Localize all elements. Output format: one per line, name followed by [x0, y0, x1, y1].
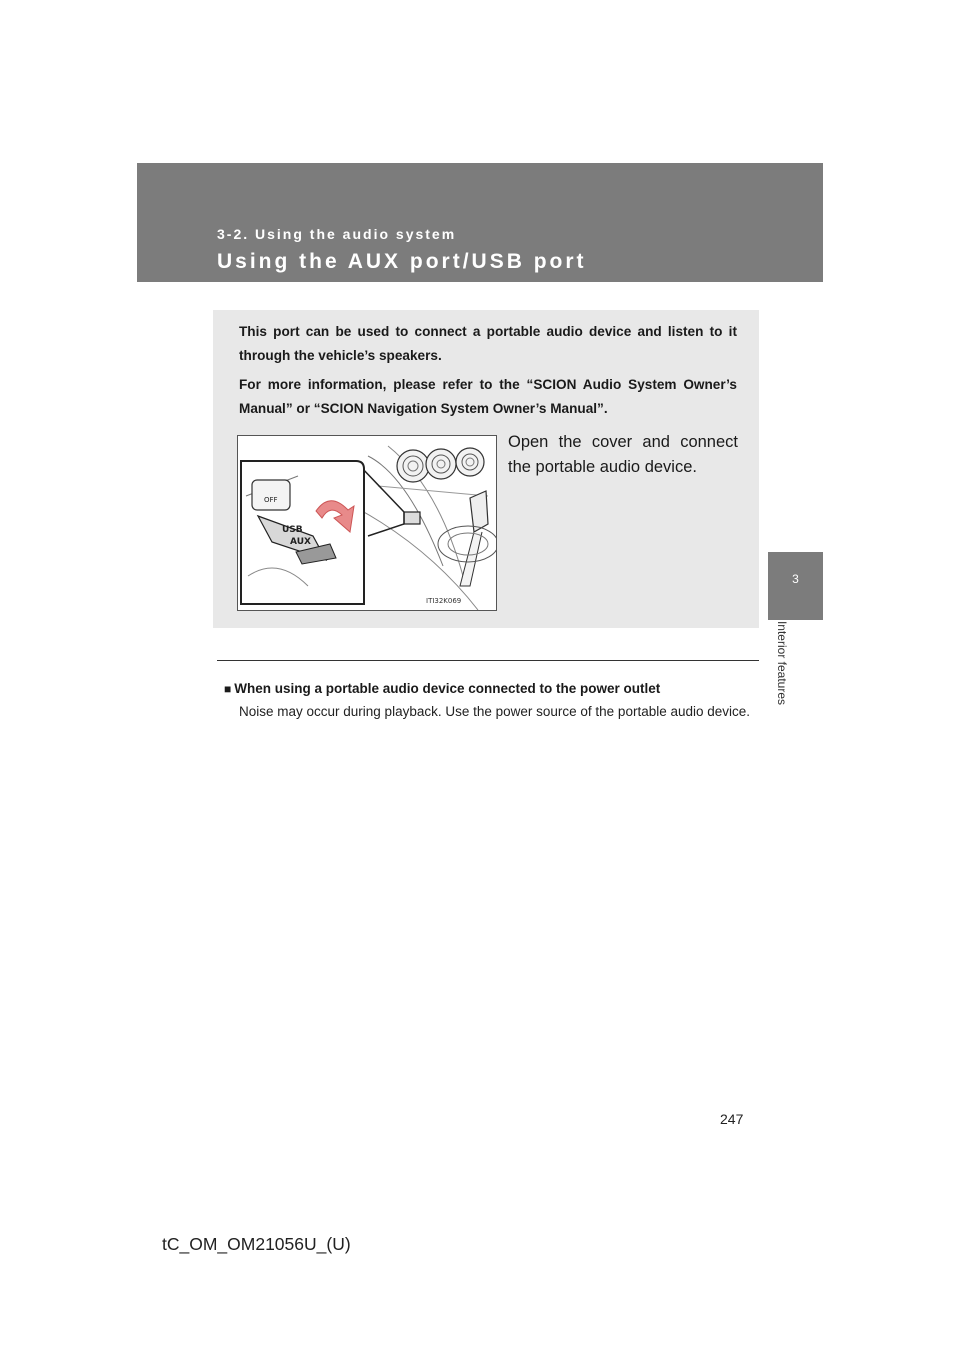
square-bullet-icon: ■	[224, 682, 232, 696]
section-label: 3-2. Using the audio system	[217, 226, 457, 242]
chapter-label: Interior features	[775, 620, 789, 706]
svg-text:OFF: OFF	[264, 496, 278, 504]
svg-text:AUX: AUX	[290, 537, 311, 547]
intro-paragraph: This port can be used to connect a portable audio device and listen to it through the vehicle’s speakers.	[239, 324, 737, 363]
intro-paragraph-reference: For more information, please refer to the “SCION Audio System Owner’s Manual” or “SCION Navigation System Owner’s Manual”.	[239, 377, 737, 416]
illustration-code: ITI32K069	[426, 597, 462, 605]
port-location-marker	[404, 512, 420, 524]
section-divider	[217, 660, 759, 661]
switch-button	[252, 480, 290, 510]
zoom-inset	[241, 461, 364, 604]
console-drawing	[238, 436, 496, 610]
chapter-number: 3	[792, 572, 799, 586]
page-title: Using the AUX port/USB port	[217, 250, 587, 273]
vent-knob-middle	[426, 449, 456, 479]
note-heading-text: When using a portable audio device connected to the power outlet	[234, 681, 661, 696]
svg-text:USB: USB	[282, 525, 303, 535]
port-illustration	[237, 435, 497, 611]
note-heading	[224, 681, 754, 696]
step-instruction: Open the cover and connect the portable audio device.	[508, 433, 738, 476]
note-body: Noise may occur during playback. Use the power source of the portable audio device.	[239, 704, 751, 719]
document-code: tC_OM_OM21056U_(U)	[162, 1234, 351, 1254]
vent-knob-left	[397, 450, 429, 482]
vent-knob-right	[456, 448, 484, 476]
page-number: 247	[720, 1111, 744, 1127]
